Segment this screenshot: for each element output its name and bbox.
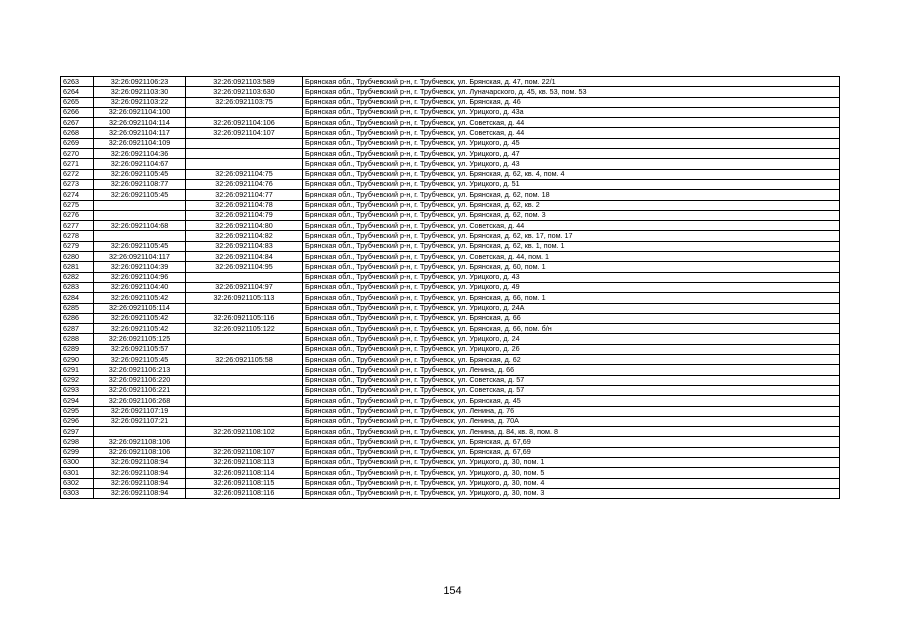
cadastral-number-cell: 32:26:0921105:114 xyxy=(94,303,186,313)
table-row xyxy=(61,282,840,292)
address-cell: Брянская обл., Трубчевский р-н, г. Трубчевск, ул. Урицкого, д. 45 xyxy=(303,138,840,148)
table-row xyxy=(61,97,840,107)
table-row xyxy=(61,77,840,87)
cadastral-number-cell: 32:26:0921104:40 xyxy=(94,282,186,292)
address-cell: Брянская обл., Трубчевский р-н, г. Трубчевск, ул. Советская, д. 57 xyxy=(303,385,840,395)
address-cell: Брянская обл., Трубчевский р-н, г. Трубчевск, ул. Урицкого, д. 43а xyxy=(303,107,840,117)
cadastral-number-cell: 32:26:0921105:42 xyxy=(94,313,186,323)
address-cell: Брянская обл., Трубчевский р-н, г. Трубчевск, ул. Брянская, д. 62, кв. 2 xyxy=(303,200,840,210)
cadastral-number-cell: 32:26:0921104:114 xyxy=(94,118,186,128)
row-number-cell: 6267 xyxy=(61,118,94,128)
parent-cadastral-number-cell xyxy=(186,344,303,354)
row-number-cell: 6286 xyxy=(61,313,94,323)
table-row xyxy=(61,293,840,303)
table-row xyxy=(61,252,840,262)
parent-cadastral-number-cell: 32:26:0921108:107 xyxy=(186,447,303,457)
row-number-cell: 6273 xyxy=(61,179,94,189)
table-row xyxy=(61,87,840,97)
address-cell: Брянская обл., Трубчевский р-н, г. Трубчевск, ул. Урицкого, д. 47 xyxy=(303,149,840,159)
cadastral-number-cell: 32:26:0921104:36 xyxy=(94,149,186,159)
address-cell: Брянская обл., Трубчевский р-н, г. Трубчевск, ул. Советская, д. 44 xyxy=(303,128,840,138)
cadastral-number-cell: 32:26:0921105:125 xyxy=(94,334,186,344)
row-number-cell: 6287 xyxy=(61,324,94,334)
address-cell: Брянская обл., Трубчевский р-н, г. Трубчевск, ул. Брянская, д. 62, кв. 17, пом. 17 xyxy=(303,231,840,241)
parent-cadastral-number-cell: 32:26:0921104:79 xyxy=(186,210,303,220)
address-cell: Брянская обл., Трубчевский р-н, г. Трубчевск, ул. Брянская, д. 66, пом. 1 xyxy=(303,293,840,303)
address-cell: Брянская обл., Трубчевский р-н, г. Трубчевск, ул. Советская, д. 57 xyxy=(303,375,840,385)
cadastral-number-cell xyxy=(94,200,186,210)
table-row xyxy=(61,210,840,220)
parent-cadastral-number-cell: 32:26:0921104:76 xyxy=(186,179,303,189)
row-number-cell: 6292 xyxy=(61,375,94,385)
table-row xyxy=(61,200,840,210)
parent-cadastral-number-cell xyxy=(186,138,303,148)
address-cell: Брянская обл., Трубчевский р-н, г. Трубчевск, ул. Брянская, д. 67,69 xyxy=(303,447,840,457)
table-row xyxy=(61,272,840,282)
address-cell: Брянская обл., Трубчевский р-н, г. Трубчевск, ул. Брянская, д. 45 xyxy=(303,396,840,406)
address-cell: Брянская обл., Трубчевский р-н, г. Трубчевск, ул. Брянская, д. 62 xyxy=(303,355,840,365)
cadastral-number-cell xyxy=(94,427,186,437)
address-cell: Брянская обл., Трубчевский р-н, г. Трубчевск, ул. Урицкого, д. 30, пом. 1 xyxy=(303,457,840,467)
row-number-cell: 6288 xyxy=(61,334,94,344)
cadastral-number-cell: 32:26:0921105:45 xyxy=(94,169,186,179)
row-number-cell: 6295 xyxy=(61,406,94,416)
table-row xyxy=(61,396,840,406)
parent-cadastral-number-cell xyxy=(186,406,303,416)
registry-table xyxy=(60,76,840,499)
cadastral-number-cell: 32:26:0921104:109 xyxy=(94,138,186,148)
parent-cadastral-number-cell: 32:26:0921105:113 xyxy=(186,293,303,303)
address-cell: Брянская обл., Трубчевский р-н, г. Трубчевск, ул. Ленина, д. 66 xyxy=(303,365,840,375)
parent-cadastral-number-cell: 32:26:0921108:115 xyxy=(186,478,303,488)
parent-cadastral-number-cell: 32:26:0921104:77 xyxy=(186,190,303,200)
address-cell: Брянская обл., Трубчевский р-н, г. Трубчевск, ул. Урицкого, д. 30, пом. 5 xyxy=(303,468,840,478)
row-number-cell: 6270 xyxy=(61,149,94,159)
cadastral-number-cell: 32:26:0921108:106 xyxy=(94,447,186,457)
row-number-cell: 6298 xyxy=(61,437,94,447)
table-row xyxy=(61,303,840,313)
cadastral-number-cell xyxy=(94,231,186,241)
row-number-cell: 6269 xyxy=(61,138,94,148)
cadastral-number-cell: 32:26:0921108:94 xyxy=(94,488,186,498)
registry-table-body xyxy=(61,77,840,499)
table-row xyxy=(61,128,840,138)
address-cell: Брянская обл., Трубчевский р-н, г. Трубчевск, ул. Урицкого, д. 24 xyxy=(303,334,840,344)
cadastral-number-cell xyxy=(94,210,186,220)
parent-cadastral-number-cell: 32:26:0921104:75 xyxy=(186,169,303,179)
cadastral-number-cell: 32:26:0921106:213 xyxy=(94,365,186,375)
table-row xyxy=(61,406,840,416)
parent-cadastral-number-cell: 32:26:0921104:84 xyxy=(186,252,303,262)
address-cell: Брянская обл., Трубчевский р-н, г. Трубчевск, ул. Брянская, д. 66, пом. б/н xyxy=(303,324,840,334)
parent-cadastral-number-cell xyxy=(186,396,303,406)
cadastral-number-cell: 32:26:0921107:21 xyxy=(94,416,186,426)
row-number-cell: 6280 xyxy=(61,252,94,262)
cadastral-number-cell: 32:26:0921106:220 xyxy=(94,375,186,385)
cadastral-number-cell: 32:26:0921104:96 xyxy=(94,272,186,282)
parent-cadastral-number-cell xyxy=(186,437,303,447)
table-row xyxy=(61,488,840,498)
parent-cadastral-number-cell xyxy=(186,334,303,344)
row-number-cell: 6276 xyxy=(61,210,94,220)
cadastral-number-cell: 32:26:0921108:94 xyxy=(94,457,186,467)
cadastral-number-cell: 32:26:0921105:45 xyxy=(94,190,186,200)
cadastral-number-cell: 32:26:0921108:106 xyxy=(94,437,186,447)
address-cell: Брянская обл., Трубчевский р-н, г. Трубчевск, ул. Брянская, д. 46 xyxy=(303,97,840,107)
address-cell: Брянская обл., Трубчевский р-н, г. Трубчевск, ул. Урицкого, д. 43 xyxy=(303,159,840,169)
row-number-cell: 6291 xyxy=(61,365,94,375)
parent-cadastral-number-cell: 32:26:0921104:82 xyxy=(186,231,303,241)
address-cell: Брянская обл., Трубчевский р-н, г. Трубчевск, ул. Луначарского, д. 45, кв. 53, пом. 53 xyxy=(303,87,840,97)
row-number-cell: 6290 xyxy=(61,355,94,365)
table-row xyxy=(61,334,840,344)
row-number-cell: 6302 xyxy=(61,478,94,488)
table-row xyxy=(61,468,840,478)
parent-cadastral-number-cell: 32:26:0921105:122 xyxy=(186,324,303,334)
address-cell: Брянская обл., Трубчевский р-н, г. Трубчевск, ул. Ленина, д. 76 xyxy=(303,406,840,416)
address-cell: Брянская обл., Трубчевский р-н, г. Трубчевск, ул. Урицкого, д. 30, пом. 3 xyxy=(303,488,840,498)
parent-cadastral-number-cell: 32:26:0921103:75 xyxy=(186,97,303,107)
cadastral-number-cell: 32:26:0921105:45 xyxy=(94,355,186,365)
parent-cadastral-number-cell: 32:26:0921103:589 xyxy=(186,77,303,87)
table-row xyxy=(61,231,840,241)
parent-cadastral-number-cell: 32:26:0921105:116 xyxy=(186,313,303,323)
row-number-cell: 6296 xyxy=(61,416,94,426)
table-row xyxy=(61,149,840,159)
address-cell: Брянская обл., Трубчевский р-н, г. Трубчевск, ул. Советская, д. 44, пом. 1 xyxy=(303,252,840,262)
parent-cadastral-number-cell: 32:26:0921104:78 xyxy=(186,200,303,210)
row-number-cell: 6274 xyxy=(61,190,94,200)
address-cell: Брянская обл., Трубчевский р-н, г. Трубчевск, ул. Ленина, д. 70А xyxy=(303,416,840,426)
table-row xyxy=(61,118,840,128)
row-number-cell: 6265 xyxy=(61,97,94,107)
cadastral-number-cell: 32:26:0921104:117 xyxy=(94,128,186,138)
table-row xyxy=(61,355,840,365)
parent-cadastral-number-cell xyxy=(186,107,303,117)
table-row xyxy=(61,385,840,395)
parent-cadastral-number-cell: 32:26:0921104:80 xyxy=(186,221,303,231)
cadastral-number-cell: 32:26:0921105:42 xyxy=(94,293,186,303)
parent-cadastral-number-cell xyxy=(186,303,303,313)
row-number-cell: 6277 xyxy=(61,221,94,231)
parent-cadastral-number-cell xyxy=(186,159,303,169)
row-number-cell: 6303 xyxy=(61,488,94,498)
table-row xyxy=(61,344,840,354)
parent-cadastral-number-cell xyxy=(186,149,303,159)
cadastral-number-cell: 32:26:0921105:42 xyxy=(94,324,186,334)
parent-cadastral-number-cell: 32:26:0921103:630 xyxy=(186,87,303,97)
address-cell: Брянская обл., Трубчевский р-н, г. Трубчевск, ул. Урицкого, д. 49 xyxy=(303,282,840,292)
row-number-cell: 6289 xyxy=(61,344,94,354)
table-row xyxy=(61,447,840,457)
row-number-cell: 6271 xyxy=(61,159,94,169)
cadastral-number-cell: 32:26:0921104:67 xyxy=(94,159,186,169)
address-cell: Брянская обл., Трубчевский р-н, г. Трубчевск, ул. Брянская, д. 66 xyxy=(303,313,840,323)
address-cell: Брянская обл., Трубчевский р-н, г. Трубчевск, ул. Брянская, д. 67,69 xyxy=(303,437,840,447)
parent-cadastral-number-cell: 32:26:0921104:83 xyxy=(186,241,303,251)
cadastral-number-cell: 32:26:0921106:268 xyxy=(94,396,186,406)
table-row xyxy=(61,365,840,375)
table-row xyxy=(61,375,840,385)
row-number-cell: 6278 xyxy=(61,231,94,241)
table-row xyxy=(61,262,840,272)
address-cell: Брянская обл., Трубчевский р-н, г. Трубчевск, ул. Советская, д. 44 xyxy=(303,221,840,231)
address-cell: Брянская обл., Трубчевский р-н, г. Трубчевск, ул. Советская, д. 44 xyxy=(303,118,840,128)
parent-cadastral-number-cell: 32:26:0921104:97 xyxy=(186,282,303,292)
page-number: 154 xyxy=(443,585,462,597)
parent-cadastral-number-cell: 32:26:0921108:102 xyxy=(186,427,303,437)
address-cell: Брянская обл., Трубчевский р-н, г. Трубчевск, ул. Брянская, д. 62, кв. 4, пом. 4 xyxy=(303,169,840,179)
row-number-cell: 6263 xyxy=(61,77,94,87)
table-row xyxy=(61,324,840,334)
cadastral-number-cell: 32:26:0921107:19 xyxy=(94,406,186,416)
table-row xyxy=(61,138,840,148)
table-row xyxy=(61,478,840,488)
table-row xyxy=(61,313,840,323)
address-cell: Брянская обл., Трубчевский р-н, г. Трубчевск, ул. Урицкого, д. 51 xyxy=(303,179,840,189)
parent-cadastral-number-cell xyxy=(186,385,303,395)
cadastral-number-cell: 32:26:0921105:57 xyxy=(94,344,186,354)
table-row xyxy=(61,159,840,169)
table-row xyxy=(61,169,840,179)
row-number-cell: 6275 xyxy=(61,200,94,210)
address-cell: Брянская обл., Трубчевский р-н, г. Трубчевск, ул. Брянская, д. 62, кв. 1, пом. 1 xyxy=(303,241,840,251)
address-cell: Брянская обл., Трубчевский р-н, г. Трубчевск, ул. Урицкого, д. 26 xyxy=(303,344,840,354)
parent-cadastral-number-cell: 32:26:0921104:107 xyxy=(186,128,303,138)
row-number-cell: 6279 xyxy=(61,241,94,251)
table-row xyxy=(61,437,840,447)
parent-cadastral-number-cell xyxy=(186,375,303,385)
cadastral-number-cell: 32:26:0921108:77 xyxy=(94,179,186,189)
address-cell: Брянская обл., Трубчевский р-н, г. Трубчевск, ул. Урицкого, д. 24А xyxy=(303,303,840,313)
cadastral-number-cell: 32:26:0921103:30 xyxy=(94,87,186,97)
cadastral-number-cell: 32:26:0921106:23 xyxy=(94,77,186,87)
parent-cadastral-number-cell: 32:26:0921104:106 xyxy=(186,118,303,128)
table-row xyxy=(61,416,840,426)
row-number-cell: 6299 xyxy=(61,447,94,457)
parent-cadastral-number-cell xyxy=(186,272,303,282)
row-number-cell: 6282 xyxy=(61,272,94,282)
row-number-cell: 6301 xyxy=(61,468,94,478)
table-row xyxy=(61,427,840,437)
cadastral-number-cell: 32:26:0921104:39 xyxy=(94,262,186,272)
row-number-cell: 6281 xyxy=(61,262,94,272)
parent-cadastral-number-cell: 32:26:0921104:95 xyxy=(186,262,303,272)
parent-cadastral-number-cell: 32:26:0921108:116 xyxy=(186,488,303,498)
table-row xyxy=(61,179,840,189)
cadastral-number-cell: 32:26:0921108:94 xyxy=(94,478,186,488)
row-number-cell: 6283 xyxy=(61,282,94,292)
row-number-cell: 6268 xyxy=(61,128,94,138)
table-row xyxy=(61,241,840,251)
cadastral-number-cell: 32:26:0921106:221 xyxy=(94,385,186,395)
row-number-cell: 6266 xyxy=(61,107,94,117)
parent-cadastral-number-cell xyxy=(186,416,303,426)
address-cell: Брянская обл., Трубчевский р-н, г. Трубчевск, ул. Брянская, д. 47, пом. 22/1 xyxy=(303,77,840,87)
parent-cadastral-number-cell: 32:26:0921108:114 xyxy=(186,468,303,478)
address-cell: Брянская обл., Трубчевский р-н, г. Трубчевск, ул. Урицкого, д. 30, пом. 4 xyxy=(303,478,840,488)
address-cell: Брянская обл., Трубчевский р-н, г. Трубчевск, ул. Урицкого, д. 43 xyxy=(303,272,840,282)
address-cell: Брянская обл., Трубчевский р-н, г. Трубчевск, ул. Брянская, д. 60, пом. 1 xyxy=(303,262,840,272)
row-number-cell: 6300 xyxy=(61,457,94,467)
parent-cadastral-number-cell xyxy=(186,365,303,375)
row-number-cell: 6293 xyxy=(61,385,94,395)
cadastral-number-cell: 32:26:0921108:94 xyxy=(94,468,186,478)
table-row xyxy=(61,221,840,231)
cadastral-number-cell: 32:26:0921104:117 xyxy=(94,252,186,262)
row-number-cell: 6297 xyxy=(61,427,94,437)
row-number-cell: 6284 xyxy=(61,293,94,303)
address-cell: Брянская обл., Трубчевский р-н, г. Трубчевск, ул. Брянская, д. 62, пом. 3 xyxy=(303,210,840,220)
cadastral-number-cell: 32:26:0921103:22 xyxy=(94,97,186,107)
cadastral-number-cell: 32:26:0921104:68 xyxy=(94,221,186,231)
row-number-cell: 6264 xyxy=(61,87,94,97)
table-row xyxy=(61,190,840,200)
cadastral-number-cell: 32:26:0921105:45 xyxy=(94,241,186,251)
row-number-cell: 6294 xyxy=(61,396,94,406)
table-row xyxy=(61,457,840,467)
parent-cadastral-number-cell: 32:26:0921105:58 xyxy=(186,355,303,365)
address-cell: Брянская обл., Трубчевский р-н, г. Трубчевск, ул. Ленина, д. 84, кв. 8, пом. 8 xyxy=(303,427,840,437)
table-row xyxy=(61,107,840,117)
row-number-cell: 6285 xyxy=(61,303,94,313)
parent-cadastral-number-cell: 32:26:0921108:113 xyxy=(186,457,303,467)
address-cell: Брянская обл., Трубчевский р-н, г. Трубчевск, ул. Брянская, д. 62, пом. 18 xyxy=(303,190,840,200)
row-number-cell: 6272 xyxy=(61,169,94,179)
cadastral-number-cell: 32:26:0921104:100 xyxy=(94,107,186,117)
